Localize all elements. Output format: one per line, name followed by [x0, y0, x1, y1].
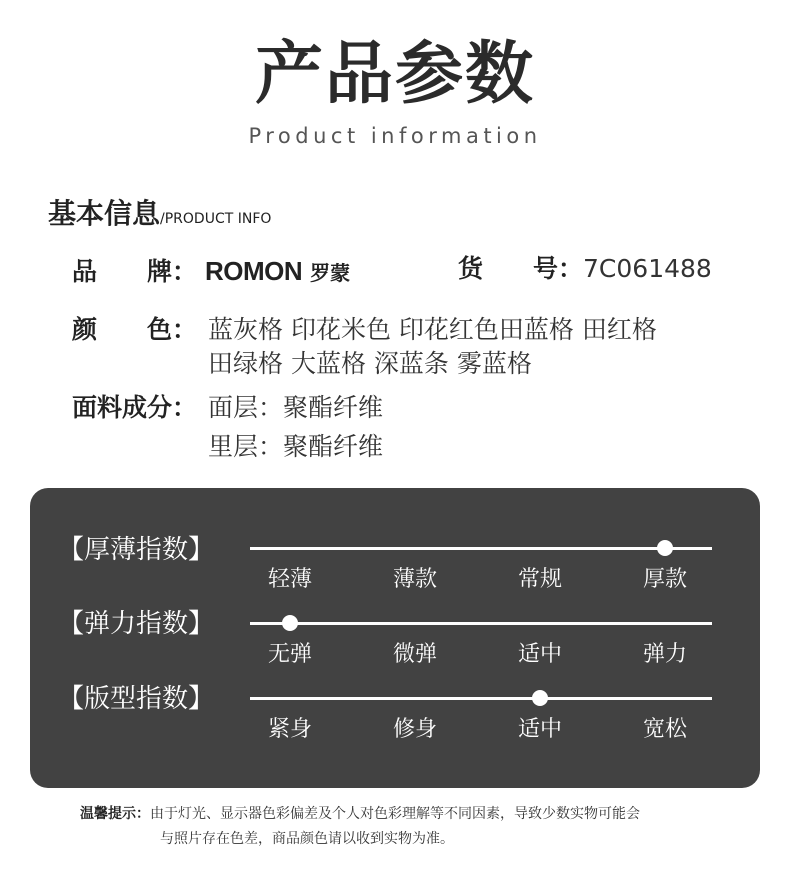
fit-option: 紧身: [267, 717, 312, 742]
section-heading-en: /PRODUCT INFO: [160, 211, 272, 227]
fabric-label: 面料成分：: [72, 393, 198, 422]
item-no-value: 7C061488: [583, 254, 712, 283]
item-no-label: 货 号：: [458, 254, 584, 283]
elasticity-option: 微弹: [392, 642, 437, 667]
brand-row: [72, 254, 350, 290]
tip-note-line-2: 与照片存在色差，商品颜色请以收到实物为准。: [160, 831, 454, 847]
thickness-index-track: [250, 547, 712, 550]
color-row: [72, 313, 197, 347]
color-line-1: 蓝灰格 印花米色 印花红色田蓝格 田红格: [208, 315, 657, 344]
page-title: 产品参数: [254, 35, 535, 114]
brand-logo-cn: 罗蒙: [310, 261, 351, 285]
brand-logo: ROMON: [204, 256, 303, 286]
thickness-index-title: 【厚薄指数】: [58, 535, 215, 565]
elasticity-index-marker: [282, 615, 298, 631]
color-line-2: 田绿格 大蓝格 深蓝条 雾蓝格: [208, 349, 532, 378]
fit-index-title: 【版型指数】: [58, 684, 215, 714]
elasticity-index-title: 【弹力指数】: [58, 609, 215, 639]
fit-index-track: [250, 697, 712, 700]
fabric-outer: 面层：聚酯纤维: [208, 393, 384, 422]
fit-option: 适中: [517, 717, 562, 742]
fabric-inner: 里层：聚酯纤维: [208, 432, 384, 461]
fit-index-marker: [532, 690, 548, 706]
color-label: 颜 色：: [72, 315, 198, 344]
page-subtitle: Product information: [248, 124, 542, 148]
thickness-option: 厚款: [642, 567, 687, 592]
elasticity-option: 弹力: [642, 642, 687, 667]
tip-note-label: 温馨提示：: [80, 806, 150, 822]
thickness-option: 轻薄: [267, 567, 312, 592]
thickness-option: 常规: [517, 567, 562, 592]
fit-option: 宽松: [642, 717, 687, 742]
tip-note-text-1: 由于灯光、显示器色彩偏差及个人对色彩理解等不同因素，导致少数实物可能会: [150, 806, 640, 822]
fabric-row: [72, 391, 197, 425]
elasticity-option: 适中: [517, 642, 562, 667]
section-heading: [48, 194, 271, 239]
thickness-option: 薄款: [392, 567, 437, 592]
fit-option: 修身: [392, 717, 437, 742]
elasticity-index-track: [250, 622, 712, 625]
brand-label: 品 牌：: [72, 257, 198, 286]
item-no-row: [458, 252, 712, 286]
tip-note-line-1: [80, 802, 640, 826]
elasticity-option: 无弹: [267, 642, 312, 667]
index-panel: [30, 488, 760, 788]
section-heading-zh: 基本信息: [48, 197, 161, 230]
thickness-index-marker: [657, 540, 673, 556]
